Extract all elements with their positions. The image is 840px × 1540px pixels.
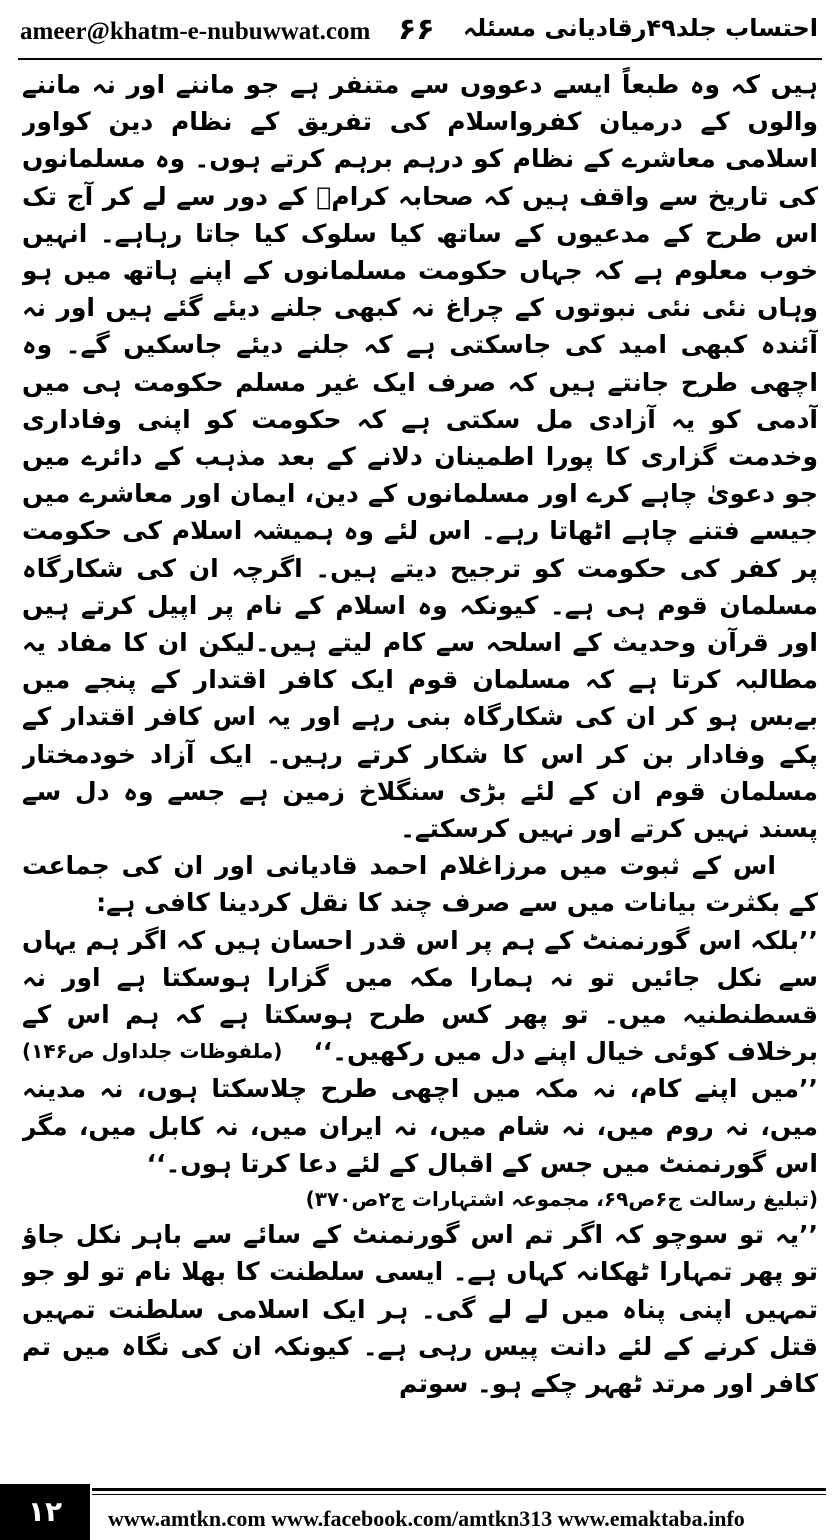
footer-links[interactable]: www.amtkn.com www.facebook.com/amtkn313 www.emaktaba.info [108,1506,745,1531]
body-paragraph: اس کے ثبوت میں مرزاغلام احمد قادیانی اور ان کی جماعت کے بکثرت بیانات میں سے صرف چند کا نقل کردینا کافی ہے: [22,851,818,918]
quote-text: ’’یہ تو سوچو کہ اگر تم اس گورنمنٹ کے سائے سے باہر نکل جاؤ تو پھر تمہارا ٹھکانہ کہاں ہے۔ ایسی سلطنت کا بھلا نام تو لو جو تمہیں اپنی پناہ میں لے لے گی۔ ہر ایک اسلامی سلطنت تمہیں قتل کرنے کے لئے دانت پیس رہی ہے۔ کیونکہ ان کی نگاہ میں تم کافر اور مرتد ٹھہر چکے ہو۔ سوتم [22,1220,818,1398]
header-title: احتساب جلد۴۹رقادیانی مسئلہ [463,14,818,42]
page-content [22,66,818,1470]
quote-block [22,1070,818,1182]
quote-block [22,1216,818,1402]
header-page-number: ۶۶ [398,12,435,47]
header-divider [18,58,822,60]
quote-text: ’’بلکہ اس گورنمنٹ کے ہم پر اس قدر احسان ہیں کہ اگر ہم یہاں سے نکل جائیں تو نہ ہمارا مکہ میں گزارا ہوسکتا ہے اور نہ قسطنطنیہ میں۔ تو پھر کس طرح ہوسکتا ہے کہ ہم اس کے برخلاف کوئی خیال اپنے دل میں رکھیں۔‘‘ [22,925,818,1067]
body-paragraph: ہیں کہ وہ طبعاً ایسے دعووں سے متنفر ہے جو ماننے اور نہ ماننے والوں کے درمیان کفرواسلام کی تفریق کے نظام دین کواور اسلامی معاشرے کے نظام کو درہم برہم کرتے ہوں۔ وہ مسلمانوں کی تاریخ سے واقف ہیں کہ صحابہ کرامؓ کے دور سے لے کر آج تک اس طرح کے مدعیوں کے ساتھ کیا سلوک کیا جاتا رہاہے۔ انہیں خوب معلوم ہے کہ جہاں حکومت مسلمانوں کے اپنے ہاتھ میں ہو وہاں نئی نئی نبوتوں کے چراغ نہ کبھی جلنے دیئے گئے ہیں اور نہ آئندہ کبھی امید کی جاسکتی ہے کہ جلنے دیئے جاسکیں گے۔ وہ اچھی طرح جانتے ہیں کہ صرف ایک غیر مسلم حکومت ہی میں آدمی کو یہ آزادی مل سکتی ہے کہ حکومت کو اپنی وفاداری وخدمت گزاری کا پورا اطمینان دلانے کے بعد مذہب کے دائرے میں جو دعویٰ چاہے کرے اور مسلمانوں کے دین، ایمان اور معاشرے میں جیسے فتنے چاہے اٹھاتا رہے۔ اس لئے وہ ہمیشہ اسلام کی حکومت پر کفر کی حکومت کو ترجیح دیتے ہیں۔ اگرچہ ان کی شکارگاہ مسلمان قوم ہی ہے۔ کیونکہ وہ اسلام کے نام پر اپیل کرتے ہیں اور قرآن وحدیث کے اسلحہ سے کام لیتے ہیں۔لیکن ان کا مفاد یہ مطالبہ کرتا ہے کہ مسلمان قوم ایک کافر اقتدار کے پنجے میں بےبس ہو کر ان کی شکارگاہ بنی رہے اور یہ اس کافر اقتدار کے پکے وفادار بن کر اس کا شکار کرتے رہیں۔ ایک آزاد خودمختار مسلمان قوم ان کے لئے بڑی سنگلاخ زمین ہے جسے وہ دل سے پسند نہیں کرتے اور نہیں کرسکتے۔ [22,70,818,844]
page-footer [0,1478,840,1540]
footer-page-number: ۱۲ [0,1484,90,1540]
quote-citation: (ملفوظات جلداول ص۱۴۶) [22,1039,283,1064]
footer-divider-thin [92,1494,826,1495]
header-email: ameer@khatm-e-nubuwwat.com [20,18,371,45]
quote-text: ’’میں اپنے کام، نہ مکہ میں اچھی طرح چلاسکتا ہوں، نہ مدینہ میں، نہ روم میں، نہ شام میں، نہ ایران میں، نہ کابل میں، مگر اس گورنمنٹ میں جس کے اقبال کے لئے دعا کرتا ہوں۔‘‘ [22,1074,818,1178]
page-header [0,0,840,62]
quote-citation: (تبلیغ رسالت ج۶ص۶۹، مجموعہ اشتہارات ج۲ص۳۷۰) [305,1187,818,1212]
footer-divider [92,1488,826,1491]
quote-block [22,922,818,1071]
